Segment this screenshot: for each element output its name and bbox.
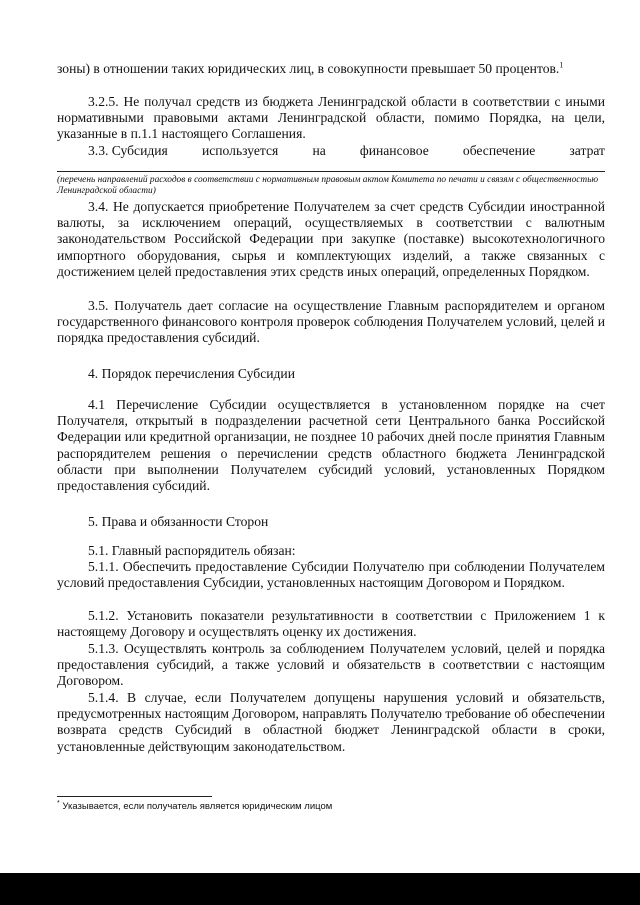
scan-bottom-border [0, 873, 640, 905]
word: обеспечение [462, 143, 536, 158]
paragraph-5-1-3: 5.1.3. Осуществлять контроль за соблюдением Получателем условий, целей и порядка предоставления субсидий, а также условий и обязательств в соответствии с настоящим Договором. [57, 641, 605, 689]
paragraph-3-5: 3.5. Получатель дает согласие на осуществление Главным распорядителем и органом государственного финансового контроля проверок соблюдения Получателем условий, целей и порядка предоставления субсидий. [57, 298, 605, 346]
paragraph-text: зоны) в отношении таких юридических лиц, в совокупности превышает 50 процентов. [57, 61, 560, 76]
spaced-line [57, 143, 605, 159]
paragraph-continuation [57, 61, 605, 77]
paragraph-4-1: 4.1 Перечисление Субсидии осуществляется в установленном порядке на счет Получателя, открытый в подразделении расчетной сети Центрального банка Российской Федерации или кредитной организации, не позднее 10 рабочих дней после принятия Главным распорядителем решения о перечислении средств областного бюджета Ленинградской области при выполнении Получателем субсидий условий, установленных Порядком предоставления субсидий. [57, 397, 605, 494]
footnote-separator [57, 796, 212, 797]
word: используется [201, 143, 279, 158]
word: затрат [569, 143, 605, 158]
footnote-ref: 1 [559, 60, 564, 70]
footnote [57, 801, 332, 813]
paragraph-5-1-2: 5.1.2. Установить показатели результативности в соответствии с Приложением 1 к настоящему Договору и осуществлять оценку их достижения. [57, 608, 605, 640]
section-heading-5: 5. Права и обязанности Сторон [88, 514, 269, 529]
paragraph-3-2-5: 3.2.5. Не получал средств из бюджета Ленинградской области в соответствии с иными нормативными правовыми актами Ленинградской области, помимо Порядка, на цели, указанные в п.1.1 настоящего Соглашения. [57, 94, 605, 142]
fill-in-line [57, 171, 605, 172]
paragraph-5-1-4: 5.1.4. В случае, если Получателем допущены нарушения условий и обязательств, предусмотренных настоящим Договором, направлять Получателю требование об обеспечении возврата средств Субсидий в областной бюджет Ленинградской области в сроки, установленные действующим законодательством. [57, 690, 605, 754]
word: на [312, 143, 326, 158]
paragraph-3-3-note: (перечень направлений расходов в соответствии с нормативным правовым актом Комитета по печати и связям с общественностью Ленинградской области) [57, 175, 599, 196]
paragraph-3-3 [57, 143, 605, 159]
section-heading-4: 4. Порядок перечисления Субсидии [88, 366, 295, 381]
paragraph-3-4: 3.4. Не допускается приобретение Получателем за счет средств Субсидии иностранной валюты, за исключением операций, осуществляемых в соответствии с валютным законодательством Российской Федерации при закупке (поставке) высокотехнологичного импортного оборудования, сырья и комплектующих изделий, а также связанных с достижением целей предоставления этих средств иных операций, определенных Порядком. [57, 199, 605, 279]
paragraph-5-1-1: 5.1.1. Обеспечить предоставление Субсидии Получателю при соблюдении Получателем условий предоставления Субсидии, установленных настоящим Договором и Порядком. [57, 559, 605, 591]
word: 3.3. Субсидия [88, 143, 168, 158]
paragraph-5-1: 5.1. Главный распорядитель обязан: [88, 543, 296, 558]
footnote-text: Указывается, если получатель является юридическим лицом [62, 801, 333, 812]
footnote-marker: * [57, 799, 60, 807]
word: финансовое [359, 143, 429, 158]
